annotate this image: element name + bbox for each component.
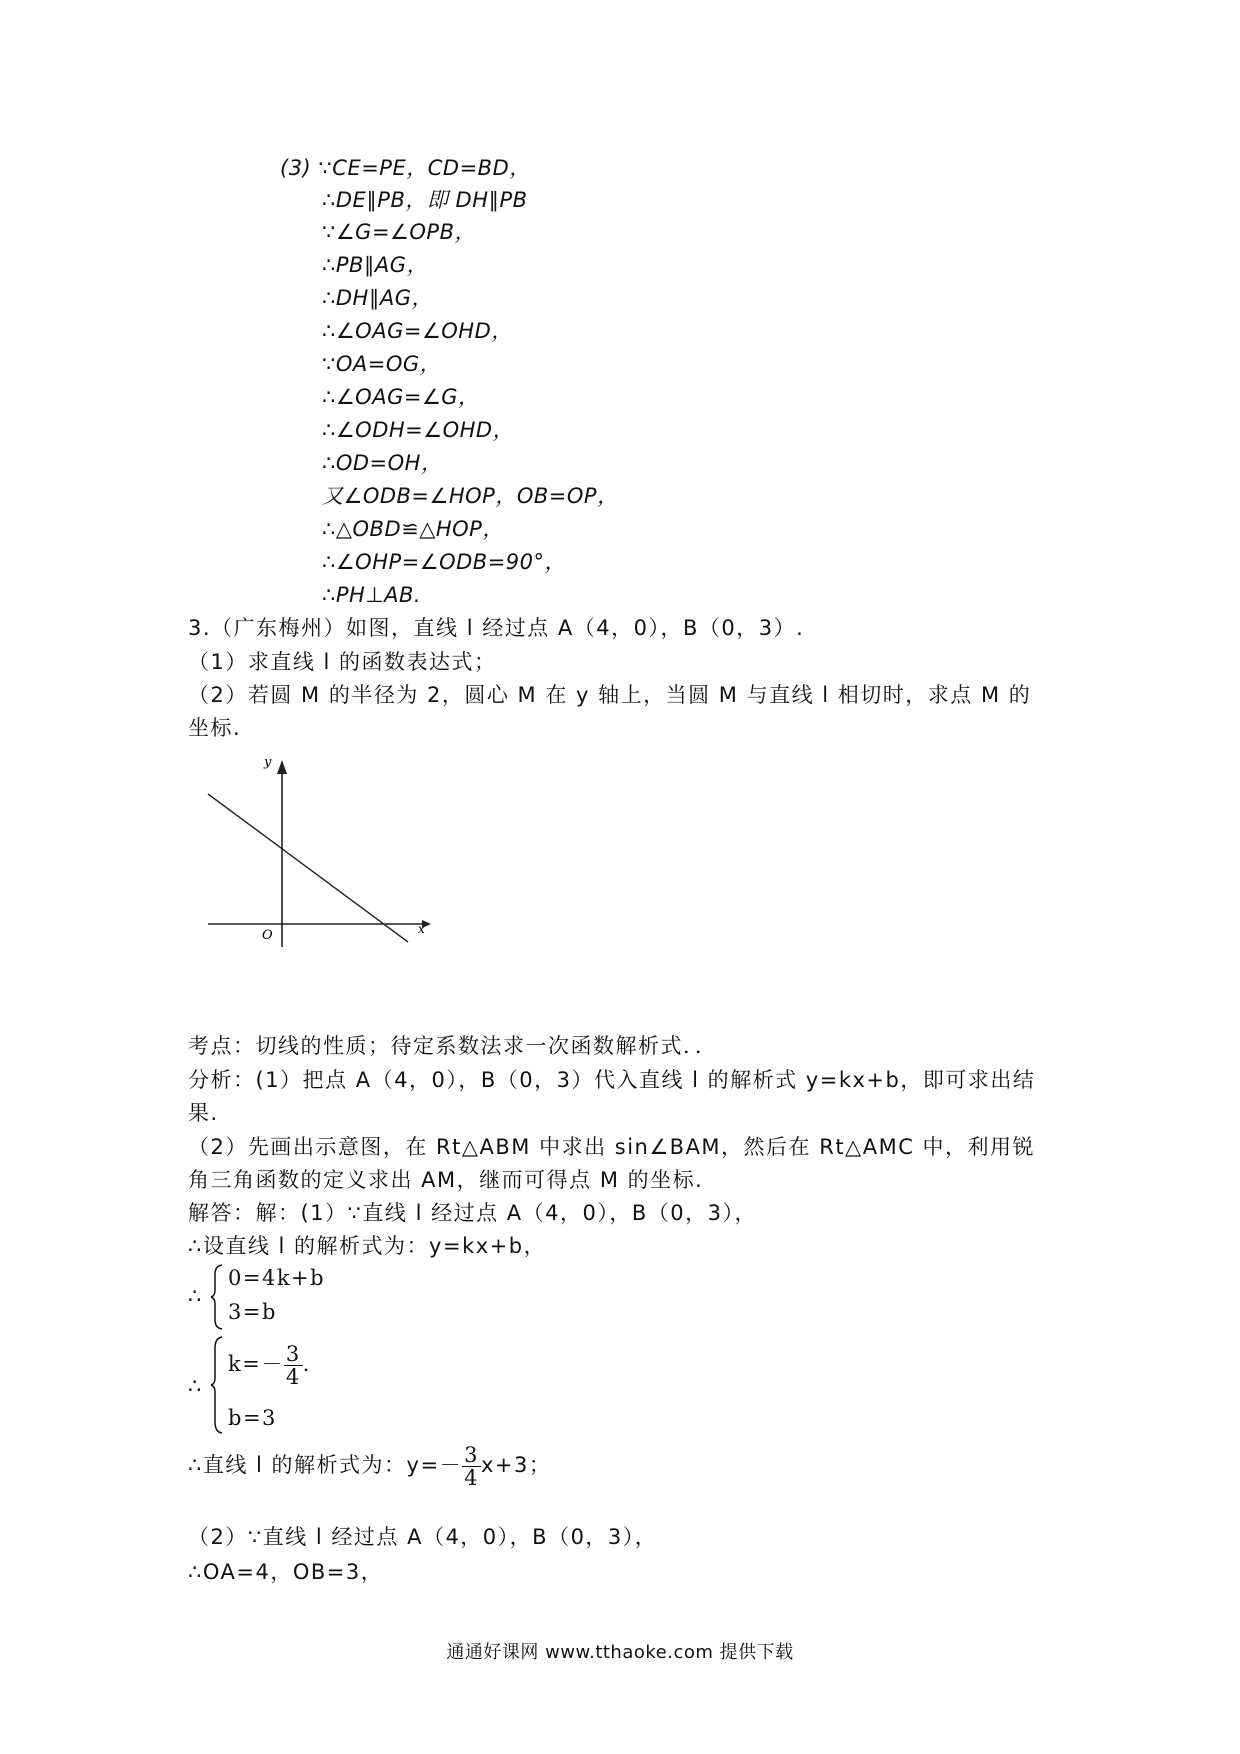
proof-line: ∴OD=OH， <box>322 451 443 475</box>
origin-label: O <box>262 928 273 943</box>
left-brace <box>210 1336 224 1434</box>
fenxi-2-cont: 角三角函数的定义求出 AM，继而可得点 M 的坐标. <box>188 1168 704 1192</box>
fenxi-2: （2）先画出示意图，在 Rt△ABM 中求出 sin∠BAM，然后在 Rt△AMC 中，利用锐 <box>188 1135 1036 1159</box>
result-prefix: ∴直线 l 的解析式为：y=－ <box>188 1453 463 1477</box>
proof-line: ∴∠ODH=∠OHD， <box>322 418 515 442</box>
therefore-symbol: ∴ <box>188 1374 203 1398</box>
proof-line: ∴△OBD≌△HOP， <box>322 517 504 541</box>
fraction-3-4 <box>462 1444 481 1489</box>
system-2-k <box>228 1340 311 1388</box>
proof-line: (3) ∵CE=PE，CD=BD， <box>280 156 531 180</box>
system-1-eq-1: 0=4k+b <box>228 1266 326 1290</box>
part-2-line-2: ∴OA=4，OB=3， <box>188 1560 384 1584</box>
result-suffix: x+3； <box>480 1453 552 1477</box>
proof-line: ∵OA=OG， <box>322 352 442 376</box>
question-2: （2）若圆 M 的半径为 2，圆心 M 在 y 轴上，当圆 M 与直线 l 相切时，求点 M 的 <box>188 683 1032 707</box>
problem-statement: 3.（广东梅州）如图，直线 l 经过点 A（4，0），B（0，3）. <box>188 616 805 640</box>
equation-system-1 <box>188 1262 388 1332</box>
proof-line: ∴PH⊥AB. <box>322 583 422 607</box>
equation-system-2 <box>188 1336 408 1436</box>
fraction-numerator: 3 <box>464 1442 479 1467</box>
y-axis-arrow <box>277 760 287 774</box>
result-line <box>188 1440 551 1490</box>
left-brace <box>210 1264 224 1330</box>
fraction-numerator: 3 <box>285 1342 301 1366</box>
x-axis-label: x <box>418 922 425 936</box>
proof-line: ∴∠OAG=∠OHD， <box>322 319 513 343</box>
question-2-cont: 坐标. <box>188 716 242 740</box>
coordinate-figure <box>200 752 440 962</box>
question-1: （1）求直线 l 的函数表达式； <box>188 650 497 674</box>
proof-line: ∵∠G=∠OPB， <box>322 220 476 244</box>
line-l <box>208 794 408 942</box>
part-2-line-1: （2）∵直线 l 经过点 A（4，0），B（0，3）， <box>188 1525 658 1549</box>
fraction-denominator: 4 <box>464 1465 479 1490</box>
proof-line: ∴DH∥AG， <box>322 286 433 310</box>
page-footer: 通通好课网 www.tthaoke.com 提供下载 <box>446 1642 794 1663</box>
proof-line: ∴PB∥AG， <box>322 253 429 277</box>
fraction-denominator: 4 <box>285 1365 301 1389</box>
system-2-b: b=3 <box>228 1406 277 1430</box>
y-axis-label: y <box>264 755 272 770</box>
proof-line: ∴∠OHP=∠ODB=90°， <box>322 550 567 574</box>
system-1-eq-2: 3=b <box>228 1300 277 1324</box>
jieda-2: ∴设直线 l 的解析式为：y=kx+b， <box>188 1234 547 1258</box>
proof-line: 又∠ODB=∠HOP，OB=OP， <box>322 484 619 508</box>
jieda-1: 解答：解：(1）∵直线 l 经过点 A（4，0），B（0，3）， <box>188 1201 757 1225</box>
fenxi-1-cont: 果. <box>188 1101 219 1125</box>
system-2-period: . <box>302 1352 311 1376</box>
fenxi-1: 分析：(1）把点 A（4，0），B（0，3）代入直线 l 的解析式 y=kx+b，即可求出结 <box>188 1068 1036 1092</box>
therefore-symbol: ∴ <box>188 1284 203 1308</box>
fraction-3-4 <box>284 1343 303 1388</box>
proof-line: ∴DE∥PB，即 DH∥PB <box>322 188 528 212</box>
system-2-k-label: k=－ <box>228 1352 284 1376</box>
kaodian: 考点：切线的性质；待定系数法求一次函数解析式．． <box>188 1034 718 1058</box>
proof-line: ∴∠OAG=∠G， <box>322 385 480 409</box>
